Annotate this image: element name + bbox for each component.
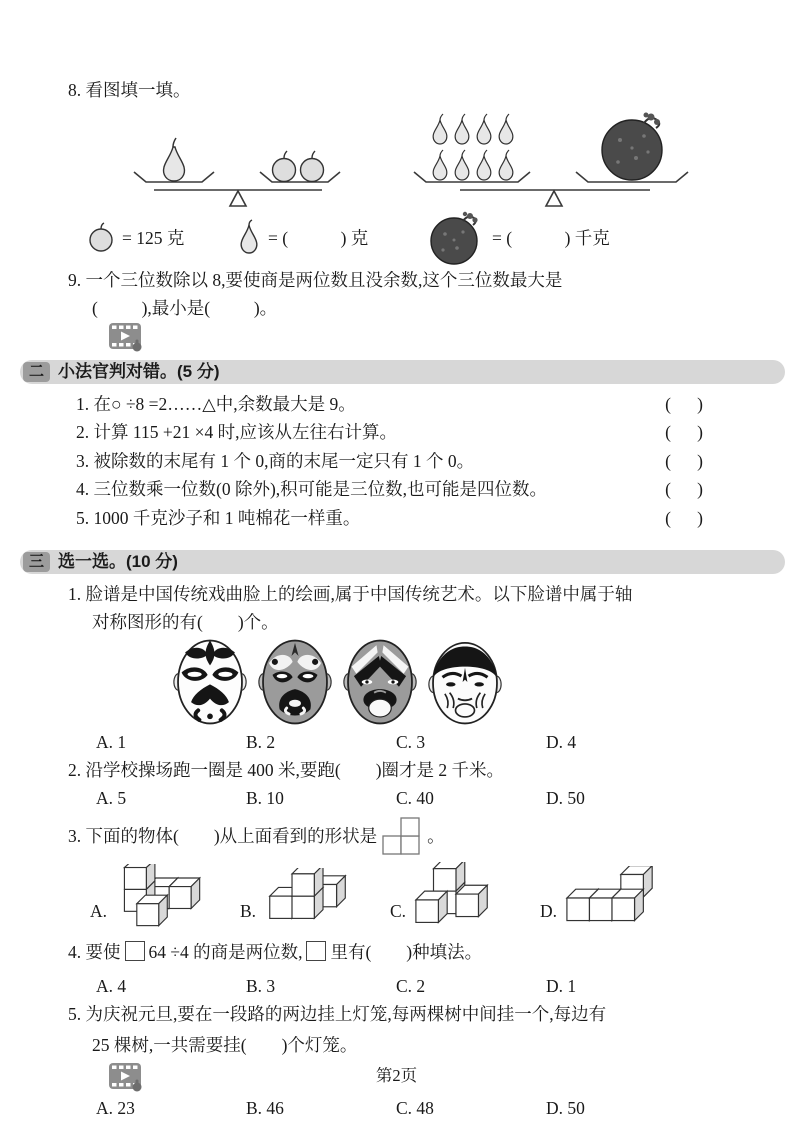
pear-group bbox=[433, 114, 513, 180]
section2-title: 小法官判对错。(5 分) bbox=[58, 362, 220, 381]
balance-scale-pear-apples bbox=[118, 114, 358, 210]
balance-scale-pears-watermelon bbox=[404, 106, 704, 210]
tf-item bbox=[0, 447, 793, 475]
tf-answer-blank: ( ) bbox=[665, 394, 703, 414]
watermelon-on-scale bbox=[602, 113, 662, 181]
tf-answer-blank: ( ) bbox=[665, 450, 703, 471]
cube-figure-a bbox=[113, 864, 213, 932]
option-c: C. 40 bbox=[396, 788, 434, 809]
figure-a bbox=[90, 864, 240, 932]
option-d: D. 50 bbox=[546, 788, 585, 809]
mc2-text: 2. 沿学校操场跑一圈是 400 米,要跑( )圈才是 2 千米。 bbox=[68, 760, 505, 781]
section3-badge: 三 bbox=[23, 552, 50, 572]
option-b: B. 2 bbox=[246, 732, 276, 753]
apple-icon bbox=[87, 221, 115, 253]
eq-pear bbox=[234, 219, 424, 255]
eq-apple-text: = 125 克 bbox=[122, 227, 185, 248]
mc4-text-1: 4. 要使 bbox=[68, 942, 121, 963]
tf-answer-blank: ( ) bbox=[665, 422, 703, 443]
tf-item bbox=[0, 475, 793, 503]
figure-c-label: C. bbox=[390, 901, 407, 922]
q9-line2-text: ( ),最小是( )。 bbox=[92, 298, 278, 318]
opera-mask-2-icon bbox=[257, 637, 333, 727]
tf-item bbox=[0, 504, 793, 532]
opera-masks-row bbox=[0, 636, 793, 728]
option-b: B. 10 bbox=[246, 788, 284, 809]
q9-line2 bbox=[0, 294, 793, 354]
q8-equations bbox=[0, 208, 793, 266]
option-c: C. 2 bbox=[396, 976, 426, 997]
video-icon bbox=[108, 322, 146, 354]
section3-title: 选一选。(10 分) bbox=[58, 552, 178, 572]
mc1-options bbox=[0, 728, 793, 756]
option-d: D. 50 bbox=[546, 1098, 585, 1119]
option-b: B. 3 bbox=[246, 976, 276, 997]
figure-d-label: D. bbox=[540, 901, 558, 922]
mc1-line2: 对称图形的有( )个。 bbox=[92, 612, 279, 633]
tf-item bbox=[0, 390, 793, 418]
cube-figure-d bbox=[563, 866, 661, 932]
opera-mask-3-icon bbox=[342, 637, 418, 727]
figure-b-label: B. bbox=[240, 901, 257, 922]
mc4-text-2: 64 ÷4 的商是两位数, bbox=[148, 942, 303, 963]
mc1-line1: 1. 脸谱是中国传统戏曲脸上的绘画,属于中国传统艺术。以下脸谱中属于轴 bbox=[68, 584, 633, 605]
mc4-text-row bbox=[0, 938, 793, 966]
option-b: B. 46 bbox=[246, 1098, 284, 1119]
tf-answer-blank: ( ) bbox=[665, 479, 703, 500]
eq-pear-text: = ( ) 克 bbox=[268, 227, 369, 248]
figure-d bbox=[540, 866, 690, 932]
tf-text: 4. 三位数乘一位数(0 除外),积可能是三位数,也可能是四位数。 bbox=[76, 479, 548, 500]
mc4-text-3: 里有( )种填法。 bbox=[330, 942, 483, 963]
opera-mask-1-icon bbox=[172, 637, 248, 727]
option-a: A. 4 bbox=[96, 976, 127, 997]
option-d: D. 1 bbox=[546, 976, 577, 997]
option-a: A. 1 bbox=[96, 732, 127, 753]
l-tromino-shape bbox=[380, 814, 424, 858]
option-a: A. 23 bbox=[96, 1098, 135, 1119]
blank-box bbox=[306, 941, 326, 961]
tf-text: 2. 计算 115 +21 ×4 时,应该从左往右计算。 bbox=[76, 422, 397, 443]
tf-item bbox=[0, 418, 793, 446]
page-number: 第2页 bbox=[375, 1066, 418, 1085]
tf-text: 1. 在○ ÷8 =2……△中,余数最大是 9。 bbox=[76, 394, 356, 414]
apples-on-scale bbox=[273, 151, 324, 182]
figure-c bbox=[390, 862, 540, 932]
tf-text: 5. 1000 千克沙子和 1 吨棉花一样重。 bbox=[76, 507, 361, 528]
top-margin bbox=[0, 0, 793, 76]
section2-banner bbox=[20, 360, 785, 384]
mc5-options bbox=[0, 1094, 793, 1122]
cube-figure-c bbox=[412, 862, 498, 932]
eq-watermelon bbox=[424, 208, 610, 266]
pear-on-scale bbox=[164, 138, 185, 181]
mc4-options bbox=[0, 972, 793, 1000]
mc3-figures-row bbox=[0, 860, 793, 932]
option-c: C. 48 bbox=[396, 1098, 434, 1119]
q8-scales-row bbox=[0, 110, 793, 210]
option-d: D. 4 bbox=[546, 732, 577, 753]
mc5-line2-text: 25 棵树,一共需要挂( )个灯笼。 bbox=[92, 1035, 358, 1056]
option-a: A. 5 bbox=[96, 788, 127, 809]
opera-mask-4-icon bbox=[427, 637, 503, 727]
mc3-text: 3. 下面的物体( )从上面看到的形状是 bbox=[68, 826, 378, 847]
blank-box bbox=[125, 941, 145, 961]
q9-line1: 9. 一个三位数除以 8,要使商是两位数且没余数,这个三位数最大是 bbox=[68, 270, 563, 290]
figure-b bbox=[240, 868, 390, 932]
q8-title: 8. 看图填一填。 bbox=[68, 80, 191, 100]
tf-answer-blank: ( ) bbox=[665, 507, 703, 528]
watermelon-icon bbox=[427, 208, 485, 266]
section3-banner bbox=[20, 550, 785, 574]
option-c: C. 3 bbox=[396, 732, 426, 753]
mc5-line1: 5. 为庆祝元旦,要在一段路的两边挂上灯笼,每两棵树中间挂一个,每边有 bbox=[68, 1004, 607, 1025]
mc2-options bbox=[0, 784, 793, 812]
section2-badge: 二 bbox=[23, 362, 50, 382]
tf-list bbox=[0, 390, 793, 532]
eq-watermelon-text: = ( ) 千克 bbox=[492, 227, 610, 248]
tf-text: 3. 被除数的末尾有 1 个 0,商的末尾一定只有 1 个 0。 bbox=[76, 450, 475, 471]
eq-apple bbox=[84, 221, 234, 253]
mc3-text-period: 。 bbox=[427, 826, 445, 847]
mc3-text-row bbox=[0, 812, 793, 860]
pear-icon bbox=[237, 219, 261, 255]
figure-a-label: A. bbox=[90, 901, 108, 922]
cube-figure-b bbox=[262, 868, 354, 932]
